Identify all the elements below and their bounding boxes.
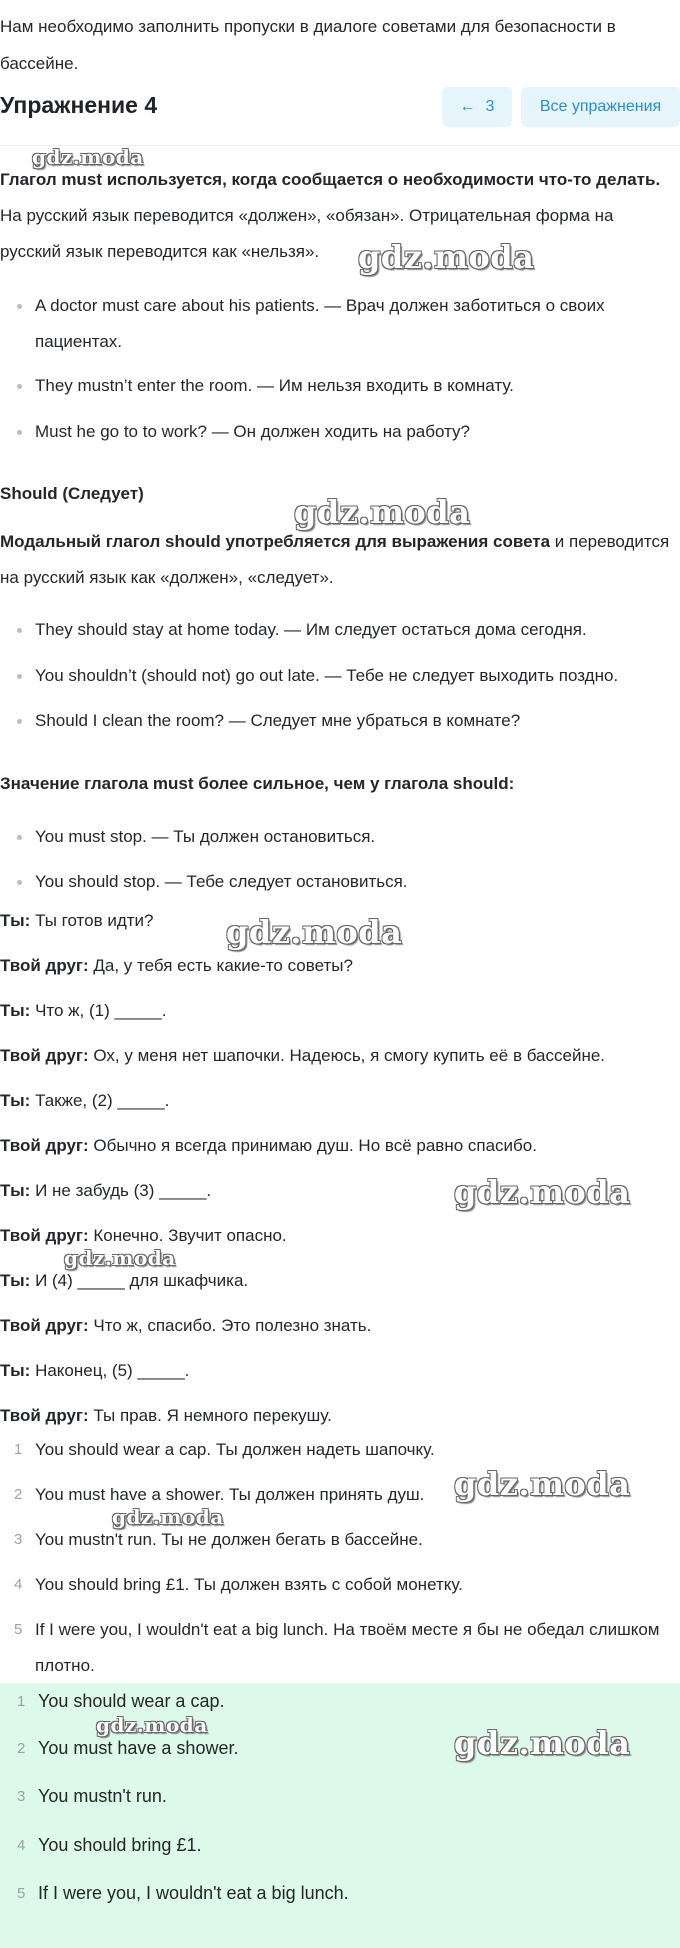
dialogue-speaker: Ты:: [0, 1181, 31, 1200]
arrow-left-icon: ←: [459, 98, 476, 115]
dialogue-line: [0, 996, 675, 1026]
dialogue-text: Ты прав. Я немного перекушу.: [88, 1406, 332, 1425]
list-item-text: Must he go to to work? — Он должен ходить на работу?: [35, 422, 471, 441]
dialogue-line: [0, 1266, 675, 1296]
dialogue-text: И не забудь (3) _____.: [30, 1181, 212, 1200]
list-item: [0, 1432, 675, 1468]
dialogue-line: [0, 1086, 675, 1116]
list-item-text: If I were you, I wouldn't eat a big lunch. На твоём месте я бы не обедал слишком плотно.: [35, 1620, 660, 1675]
list-item-text: Should I clean the room? — Следует мне убраться в комнате?: [35, 711, 521, 730]
dialogue-text: Ты готов идти?: [30, 911, 154, 930]
item-number: 3: [14, 1531, 23, 1548]
watermark: gdz.moda: [454, 1465, 631, 1503]
list-item: [12, 414, 672, 450]
should-rule-bold: Модальный глагол should употребляется для выражения совета: [0, 532, 551, 551]
item-number: 3: [17, 1788, 26, 1805]
list-item: [12, 819, 672, 855]
must-rule-text: На русский язык переводится «должен», «обязан». Отрицательная форма на русский язык переводится как «нельзя».: [0, 206, 614, 261]
list-item: [12, 703, 672, 739]
dialogue-line: [0, 1401, 675, 1431]
list-item-text: You mustn't run. Ты не должен бегать в бассейне.: [35, 1530, 423, 1549]
item-number: 1: [14, 1441, 23, 1458]
list-item-text: You must have a shower. Ты должен принять душ.: [35, 1485, 425, 1504]
list-item-text: You must stop. — Ты должен остановиться.: [35, 827, 376, 846]
should-heading: Should (Следует): [0, 484, 144, 503]
dialogue-speaker: Ты:: [0, 1001, 31, 1020]
bullet-dot: [17, 835, 22, 840]
dialogue-text: Также, (2) _____.: [30, 1091, 170, 1110]
watermark: gdz.moda: [454, 1724, 631, 1762]
dialogue-line: [0, 1131, 675, 1161]
dialogue-line: [0, 1041, 675, 1071]
dialogue-text: Да, у тебя есть какие-то советы?: [88, 956, 353, 975]
should-rule-paragraph: [0, 524, 675, 596]
bullet-dot: [17, 880, 22, 885]
should-rule-text: и переводится на русский язык как «должен», «следует».: [0, 532, 670, 587]
answer-item: [0, 1830, 680, 1860]
item-number: 4: [17, 1837, 26, 1854]
dialogue-speaker: Ты:: [0, 1271, 31, 1290]
dialogue-text: Что ж, спасибо. Это полезно знать.: [88, 1316, 372, 1335]
list-item: [0, 1522, 675, 1558]
list-item: [12, 658, 672, 694]
dialogue-text: Что ж, (1) _____.: [30, 1001, 167, 1020]
watermark: gdz.moda: [294, 493, 471, 531]
dialogue-speaker: Твой друг:: [0, 1226, 89, 1245]
answer-text: If I were you, I wouldn't eat a big lunch.: [38, 1883, 349, 1903]
watermark: gdz.moda: [112, 1505, 224, 1529]
dialogue-text: Конечно. Звучит опасно.: [88, 1226, 287, 1245]
dialogue-text: Обычно я всегда принимаю душ. Но всё равно спасибо.: [88, 1136, 537, 1155]
answer-item: [0, 1781, 680, 1811]
bullet-dot: [17, 304, 22, 309]
list-item: [0, 1612, 675, 1684]
dialogue-speaker: Твой друг:: [0, 1316, 89, 1335]
intro-text: Нам необходимо заполнить пропуски в диалоге советами для безопасности в бассейне.: [0, 17, 616, 73]
watermark: gdz.moda: [226, 913, 403, 951]
dialogue-speaker: Твой друг:: [0, 1406, 89, 1425]
bullet-dot: [17, 674, 22, 679]
all-exercises-label: Все упражнения: [539, 98, 662, 115]
answer-item: [0, 1878, 680, 1908]
dialogue-speaker: Твой друг:: [0, 1046, 89, 1065]
dialogue-line: [0, 951, 675, 981]
list-item-text: They mustn’t enter the room. — Им нельзя входить в комнату.: [35, 376, 514, 395]
dialogue-speaker: Твой друг:: [0, 1136, 89, 1155]
list-item-text: You should wear a cap. Ты должен надеть шапочку.: [35, 1440, 435, 1459]
bullet-dot: [17, 430, 22, 435]
watermark: gdz.moda: [358, 238, 535, 276]
list-item-text: You should bring £1. Ты должен взять с собой монетку.: [35, 1575, 463, 1594]
answer-text: You must have a shower.: [38, 1738, 239, 1758]
list-item: [12, 288, 672, 360]
previous-exercise-button[interactable]: [442, 87, 512, 127]
item-number: 2: [14, 1486, 23, 1503]
list-item: [12, 612, 672, 648]
dialogue-text: И (4) _____ для шкафчика.: [30, 1271, 249, 1290]
all-exercises-button[interactable]: [521, 87, 680, 127]
bullet-dot: [17, 719, 22, 724]
item-number: 1: [17, 1693, 26, 1710]
dialogue-text: Ох, у меня нет шапочки. Надеюсь, я смогу купить её в бассейне.: [88, 1046, 606, 1065]
must-rule-paragraph: [0, 162, 675, 270]
item-number: 5: [14, 1621, 23, 1638]
list-item: [12, 368, 672, 404]
list-item-text: You shouldn’t (should not) go out late. — Тебе не следует выходить поздно.: [35, 666, 619, 685]
item-number: 4: [14, 1576, 23, 1593]
watermark: gdz.moda: [32, 145, 144, 169]
dialogue-text: Наконец, (5) _____.: [30, 1361, 190, 1380]
list-item: [0, 1567, 675, 1603]
page-title: Упражнение 4: [0, 92, 158, 118]
answer-text: You mustn't run.: [38, 1786, 167, 1806]
list-item-text: A doctor must care about his patients. — Врач должен заботиться о своих пациентах.: [35, 296, 605, 351]
answer-text: You should bring £1.: [38, 1835, 202, 1855]
bullet-dot: [17, 384, 22, 389]
dialogue-speaker: Ты:: [0, 1091, 31, 1110]
dialogue-speaker: Ты:: [0, 911, 31, 930]
item-number: 5: [17, 1885, 26, 1902]
compare-heading: Значение глагола must более сильное, чем у глагола should:: [0, 774, 515, 793]
watermark: gdz.moda: [64, 1246, 176, 1270]
must-rule-bold: Глагол must используется, когда сообщается о необходимости что-то делать.: [0, 170, 661, 189]
list-item-text: You should stop. — Тебе следует остановиться.: [35, 872, 408, 891]
dialogue-line: [0, 1311, 675, 1341]
answer-item: [0, 1686, 680, 1716]
list-item-text: They should stay at home today. — Им следует остаться дома сегодня.: [35, 620, 587, 639]
previous-exercise-label: 3: [485, 98, 495, 115]
dialogue-line: [0, 1356, 675, 1386]
item-number: 2: [17, 1740, 26, 1757]
bullet-dot: [17, 628, 22, 633]
answer-text: You should wear a cap.: [38, 1691, 225, 1711]
watermark: gdz.moda: [454, 1173, 631, 1211]
list-item: [12, 864, 672, 900]
dialogue-speaker: Ты:: [0, 1361, 31, 1380]
watermark: gdz.moda: [96, 1713, 208, 1737]
dialogue-speaker: Твой друг:: [0, 956, 89, 975]
